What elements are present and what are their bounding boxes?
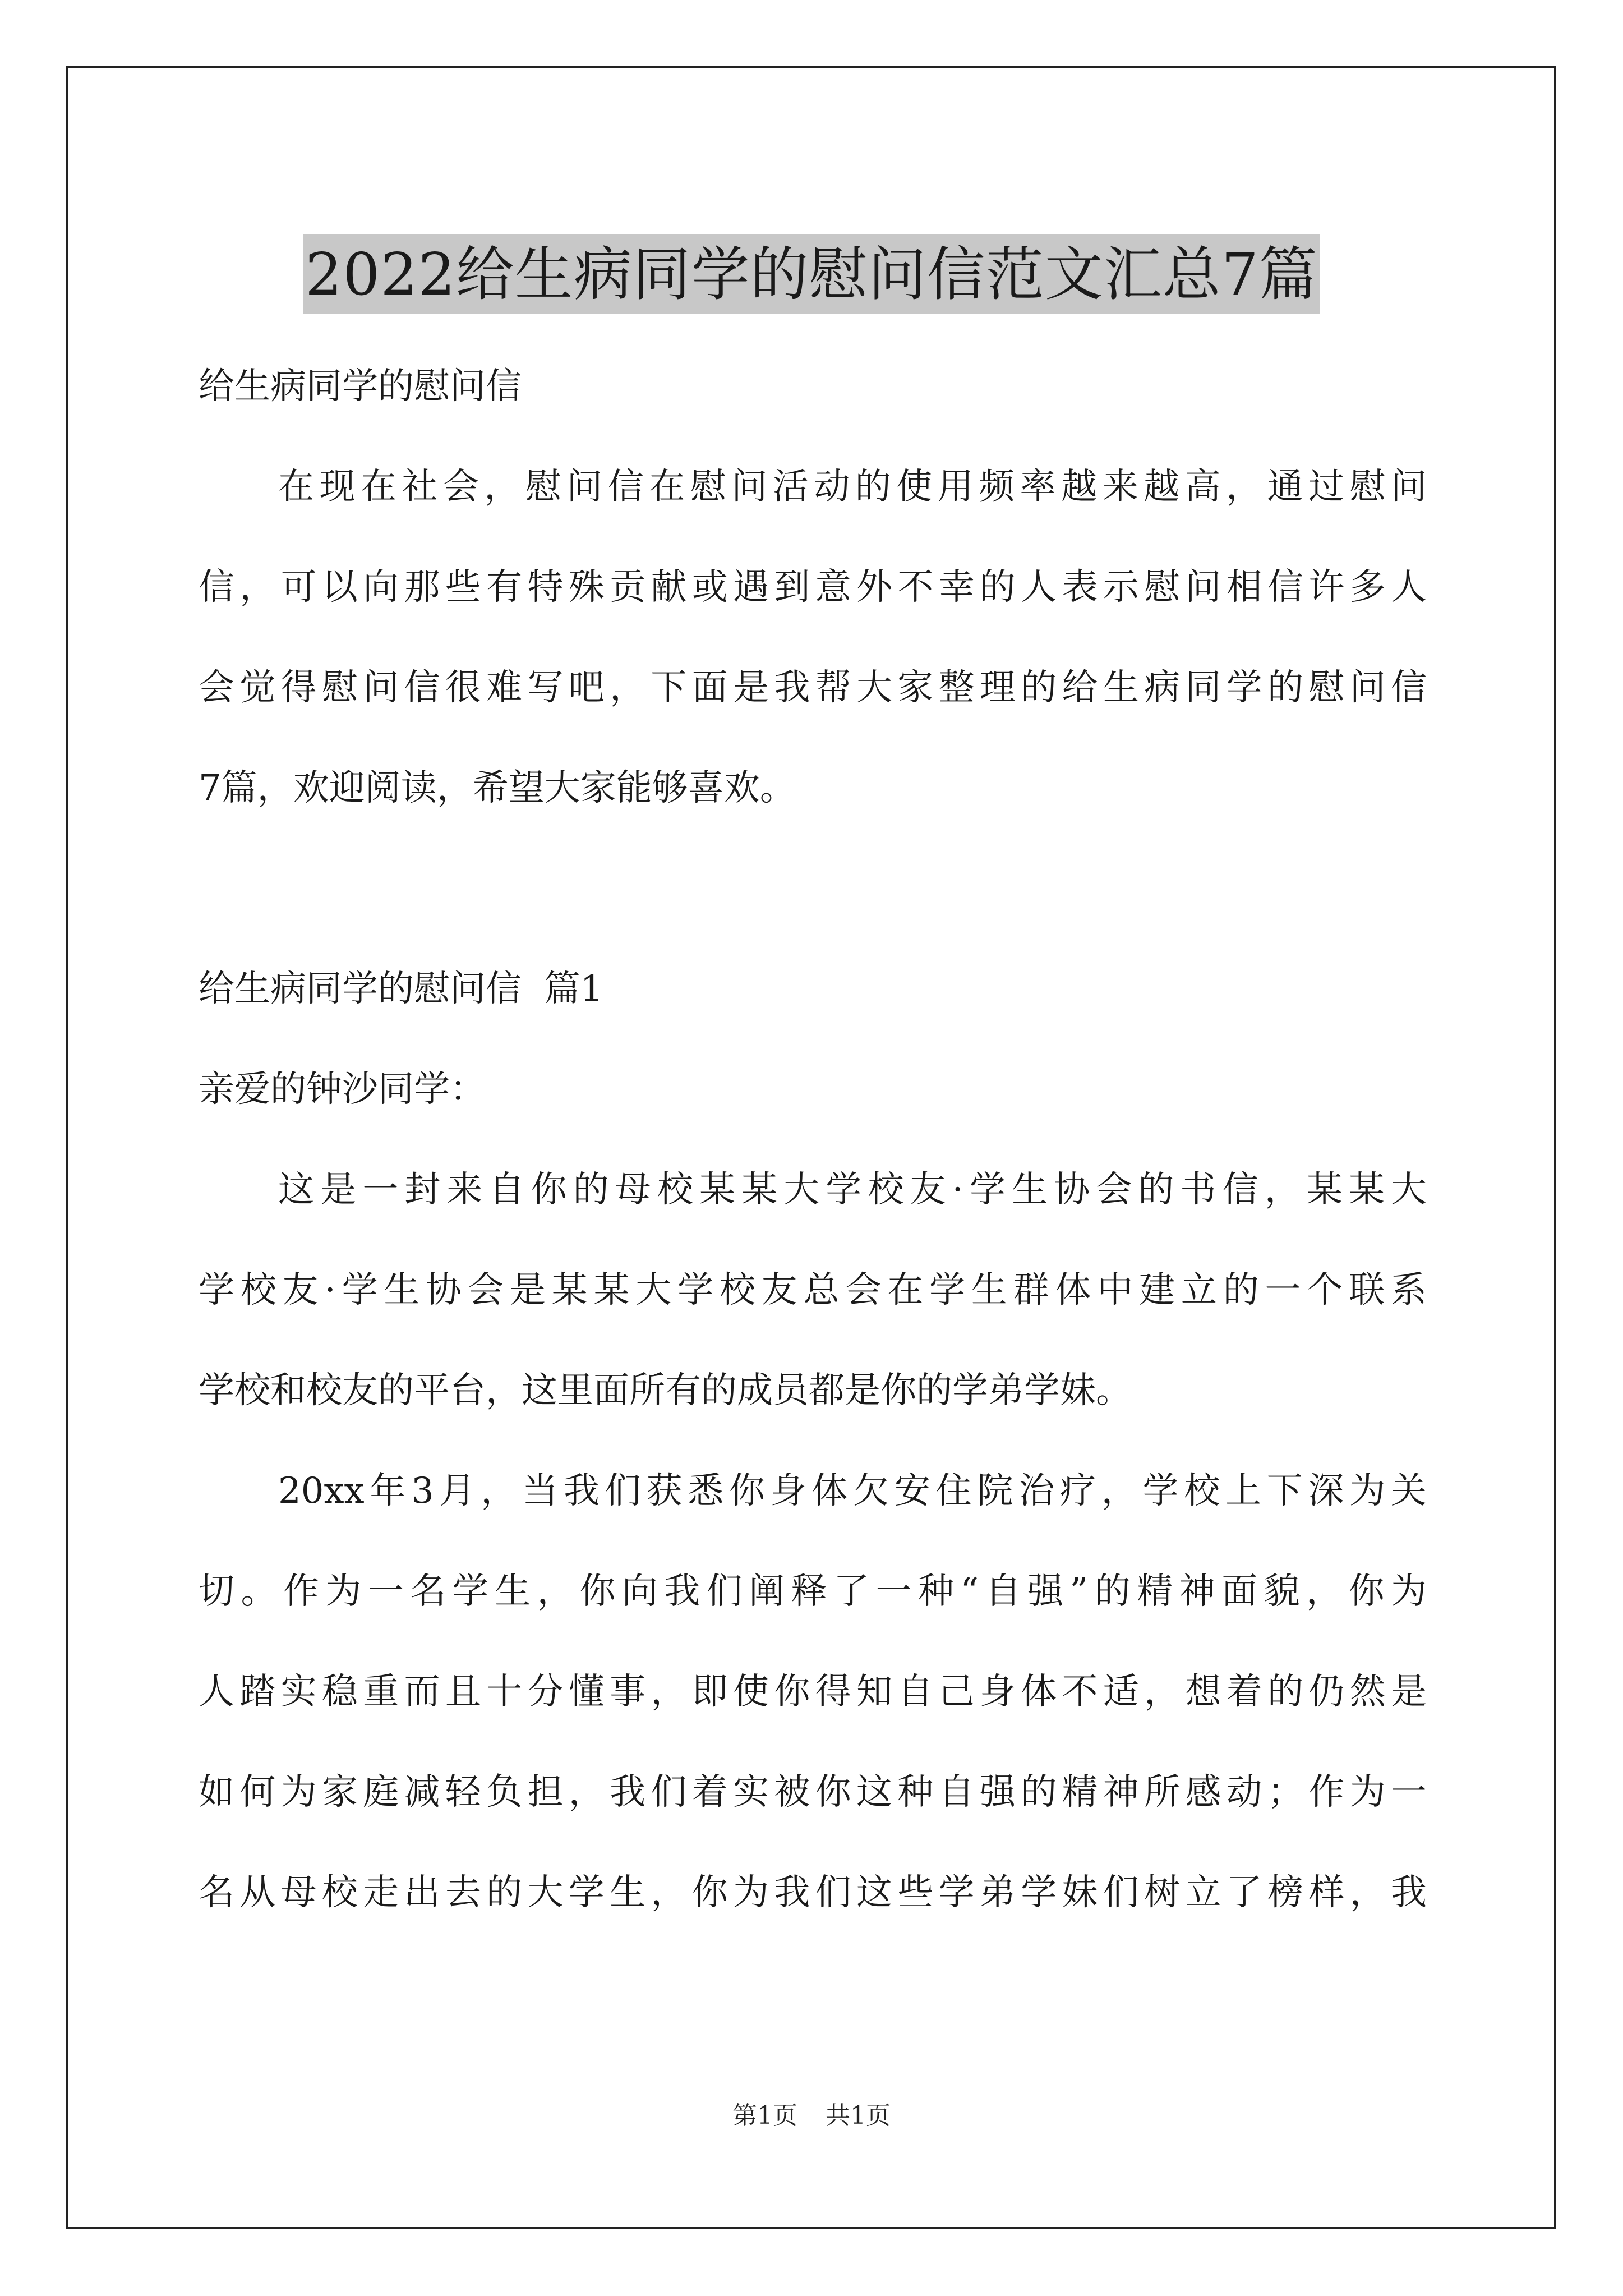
intro-line-1: 在现在社会，慰问信在慰问活动的使用频率越来越高，通过慰问 <box>278 466 1427 508</box>
document-title: 2022给生病同学的慰问信范文汇总7篇 <box>303 234 1320 314</box>
para2-line-2: 切。作为一名学生，你向我们阐释了一种“自强”的精神面貌，你为 <box>199 1571 1427 1612</box>
document-body <box>199 337 1427 1943</box>
subtitle: 给生病同学的慰问信 <box>199 366 522 407</box>
salutation: 亲爱的钟沙同学： <box>199 1069 486 1110</box>
intro-line-3: 会觉得慰问信很难写吧，下面是我帮大家整理的给生病同学的慰问信 <box>199 667 1427 708</box>
section-heading: 给生病同学的慰问信 篇1 <box>199 968 603 1010</box>
para2-line-4: 如何为家庭减轻负担，我们着实被你这种自强的精神所感动；作为一 <box>199 1772 1427 1813</box>
para1-line-3: 学校和校友的平台，这里面所有的成员都是你的学弟学妹。 <box>199 1370 1132 1411</box>
intro-line-4: 7篇，欢迎阅读，希望大家能够喜欢。 <box>199 767 796 809</box>
page-total: 共1页 <box>826 2101 891 2130</box>
para1-line-2: 学校友·学生协会是某某大学校友总会在学生群体中建立的一个联系 <box>199 1269 1427 1311</box>
para1-line-1: 这是一封来自你的母校某某大学校友·学生协会的书信，某某大 <box>278 1169 1427 1211</box>
para2-line-1: 20xx年3月，当我们获悉你身体欠安住院治疗，学校上下深为关 <box>278 1470 1427 1512</box>
section-spacer <box>199 839 1427 939</box>
para2-line-3: 人踏实稳重而且十分懂事，即使你得知自己身体不适，想着的仍然是 <box>199 1671 1427 1713</box>
title-container <box>0 195 1623 353</box>
intro-line-2: 信，可以向那些有特殊贡献或遇到意外不幸的人表示慰问相信许多人 <box>199 567 1427 608</box>
page-footer <box>0 2095 1623 2131</box>
para2-line-5: 名从母校走出去的大学生，你为我们这些学弟学妹们树立了榜样，我 <box>199 1872 1427 1913</box>
page-number: 第1页 <box>732 2101 797 2130</box>
